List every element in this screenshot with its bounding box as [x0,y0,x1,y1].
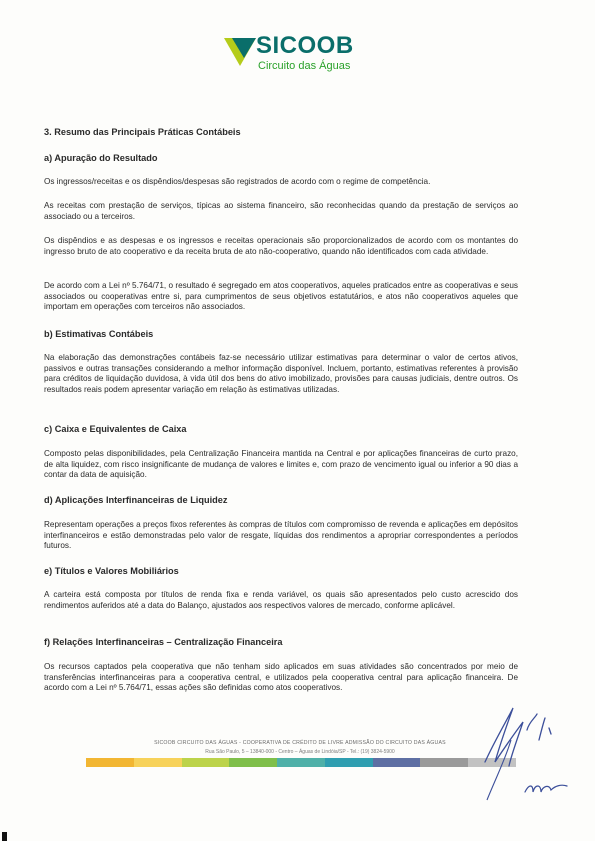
logo-name: SICOOB [256,32,354,59]
handwritten-signature [455,700,585,810]
paragraph: A carteira está composta por títulos de renda fixa e renda variável, os quais são apresentados pelo custo acrescido dos rendimentos auferidos até a data do Balanço, ajustados aos respectivos valores de mercado, conforme aplicável. [44,590,518,610]
sicoob-logo-mark-icon [222,34,258,70]
stripe-segment [86,758,134,767]
stripe-segment [182,758,230,767]
footer-address: Rua São Paulo, 5 – 13840-000 - Centro – Águas de Lindóia/SP - Tel.: (19) 3824-5900 [205,749,395,755]
sicoob-logo [222,32,372,76]
paragraph: Na elaboração das demonstrações contábeis faz-se necessário utilizar estimativas para determinar o valor de certos ativos, passivos e outras transações considerando a melhor informação disponível. Incluem, portanto, estimativas referentes à provisão para créditos de liquidação duvidosa, à vida útil dos bens do ativo imobilizado, provisões para causas judiciais, dentre outros. Os resultados reais podem apresentar variação em relação às estimativas utilizadas. [44,353,518,394]
heading-estimativas-contabeis: b) Estimativas Contábeis [44,329,154,339]
paragraph: As receitas com prestação de serviços, típicas ao sistema financeiro, são reconhecidas quando da prestação de serviços ao associado ou a terceiros. [44,201,518,221]
stripe-segment [325,758,373,767]
heading-titulos-valores: e) Títulos e Valores Mobiliários [44,566,179,576]
paragraph: Os recursos captados pela cooperativa que não tenham sido aplicados em suas atividades são concentrados por meio de transferências interfinanceiras para a cooperativa central, e utilizados pela cooperativa central para aplicação financeira. De acordo com a Lei nº 5.764/71, essas ações são definidas como atos cooperativos. [44,662,518,693]
paragraph: Representam operações a preços fixos referentes às compras de títulos com compromisso de revenda e aplicações em depósitos interfinanceiros e estão demonstradas pelo valor de resgate, líquidas dos rendimentos a apropriar correspondentes a períodos futuros. [44,520,518,551]
heading-relacoes-interfinanceiras: f) Relações Interfinanceiras – Centralização Financeira [44,637,283,647]
footer-company: SICOOB CIRCUITO DAS ÁGUAS - COOPERATIVA DE CRÉDITO DE LIVRE ADMISSÃO DO CIRCUITO DAS ÁGUAS [154,740,446,746]
stripe-segment [134,758,182,767]
footer-color-stripe [86,758,516,767]
heading-apuracao-resultado: a) Apuração do Resultado [44,153,158,163]
heading-aplicacoes-interfinanceiras: d) Aplicações Interfinanceiras de Liquidez [44,495,228,505]
section-title: 3. Resumo das Principais Práticas Contábeis [44,127,241,137]
stripe-segment [373,758,421,767]
paragraph: Os ingressos/receitas e os dispêndios/despesas são registrados de acordo com o regime de competência. [44,177,431,186]
logo-subtitle: Circuito das Águas [258,60,351,72]
heading-caixa-equivalentes: c) Caixa e Equivalentes de Caixa [44,424,187,434]
scan-corner-mark [2,832,7,841]
paragraph: De acordo com a Lei nº 5.764/71, o resultado é segregado em atos cooperativos, aqueles praticados entre as cooperativas e seus associados ou cooperativas entre si, para cumprimentos de seus objetivos estatutários, e atos não cooperativos aqueles que importam em operações com terceiros não associados. [44,281,518,312]
stripe-segment [229,758,277,767]
paragraph: Os dispêndios e as despesas e os ingressos e receitas operacionais são proporcionalizados de acordo com os montantes do ingresso bruto de ato cooperativo e da receita bruta de ato não-cooperativo, quando não identificados com cada atividade. [44,236,518,256]
stripe-segment [277,758,325,767]
paragraph: Composto pelas disponibilidades, pela Centralização Financeira mantida na Central e por aplicações financeiras de curto prazo, de alta liquidez, com risco insignificante de mudança de valores e limites e, com prazo de vencimento igual ou inferior a 90 dias a contar da data de aquisição. [44,449,518,480]
